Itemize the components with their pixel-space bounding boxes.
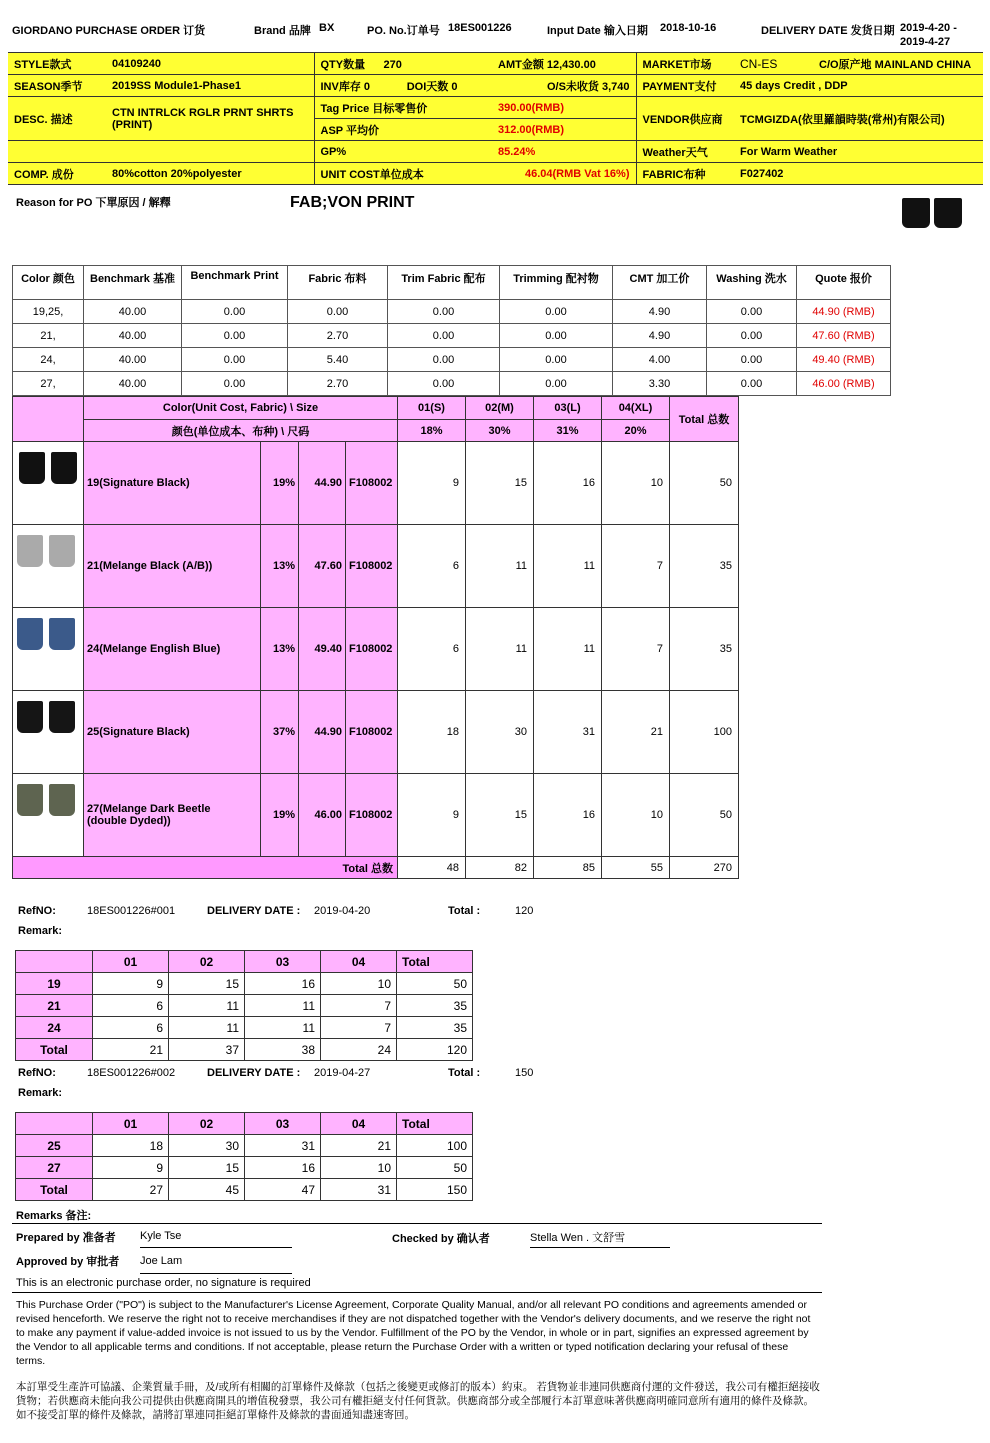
bench-head-trim-fabric: Trim Fabric 配布 xyxy=(388,266,500,300)
approved-value: Joe Lam xyxy=(140,1255,292,1274)
co-cell: C/O原产地 MAINLAND CHINA xyxy=(813,53,983,75)
ref2-delivery-label: DELIVERY DATE : xyxy=(207,1067,301,1079)
pct-l: 31% xyxy=(534,420,602,442)
ref2-remark: Remark: xyxy=(18,1087,63,1099)
ref1-table: 01 02 03 04 Total 19 9 15 16 10 50 21 6 11 11 7 35 24 6 11 11 7 35 Total 21 37 38 24 120 xyxy=(15,950,473,1061)
ref1-total-label: Total : xyxy=(448,905,481,917)
unit-cost-label: UNIT COST单位成本 xyxy=(314,163,492,185)
ref1-date: 2019-04-20 xyxy=(314,905,371,917)
color-25-image xyxy=(13,691,83,773)
table-row: 27(Melange Dark Beetle (double Dyded)) 19% 46.00 F108002 9 15 16 10 50 xyxy=(13,774,739,857)
reason-value: FAB;VON PRINT xyxy=(290,194,415,211)
input-date-label: Input Date 输入日期 xyxy=(547,25,648,37)
tag-label: Tag Price 目标零售价 xyxy=(314,97,492,119)
payment-label: PAYMENT支付 xyxy=(636,75,734,97)
table-row: 27, 40.00 0.00 2.70 0.00 0.00 3.30 0.00 46.00 (RMB) xyxy=(13,372,891,396)
ref2-total: 150 xyxy=(515,1067,534,1079)
ref1-total: 120 xyxy=(515,905,534,917)
table-row: 21, 40.00 0.00 2.70 0.00 0.00 4.90 0.00 47.60 (RMB) xyxy=(13,324,891,348)
fabric-value: F027402 xyxy=(734,163,983,185)
matrix-title: Color(Unit Cost, Fabric) \ Size xyxy=(84,397,398,420)
size-xl: 04(XL) xyxy=(602,397,670,420)
checked-value: Stella Wen . 文舒雪 xyxy=(530,1229,670,1248)
inv-value: 0 xyxy=(363,80,371,93)
desc-value: CTN INTRLCK RGLR PRNT SHRTS (PRINT) xyxy=(106,97,314,141)
style-info-table xyxy=(8,52,983,185)
bench-head-washing: Washing 洗水 xyxy=(707,266,797,300)
divider xyxy=(12,1223,822,1224)
checked-label: Checked by 确认者 xyxy=(392,1233,490,1245)
bench-head-trimming: Trimming 配衬物 xyxy=(500,266,613,300)
season-value: 2019SS Module1-Phase1 xyxy=(106,75,314,97)
bench-head-quote: Quote 报价 xyxy=(797,266,891,300)
ref1-remark: Remark: xyxy=(18,925,63,937)
table-row: 21 6 11 11 7 35 xyxy=(16,995,473,1017)
remarks-label: Remarks 备注: xyxy=(16,1210,92,1222)
color-19-image xyxy=(13,442,83,524)
fabric-label: FABRIC布种 xyxy=(636,163,734,185)
color-24-image xyxy=(13,608,83,690)
bench-head-print: Benchmark Print xyxy=(182,266,288,300)
amt-value: 12,430.00 xyxy=(546,58,596,71)
os-cell: O/S未收货 3,740 xyxy=(492,75,636,97)
ref2-label: RefNO: xyxy=(18,1067,56,1079)
ref2-total-label: Total : xyxy=(448,1067,481,1079)
pct-s: 18% xyxy=(398,420,466,442)
pct-m: 30% xyxy=(466,420,534,442)
qty-value: 270 xyxy=(383,58,402,71)
doi-value: 0 xyxy=(451,80,458,93)
prepared-value: Kyle Tse xyxy=(140,1230,292,1248)
market-value: CN-ES xyxy=(734,53,813,75)
table-row: 27 9 15 16 10 50 xyxy=(16,1157,473,1179)
color-27-image xyxy=(13,774,83,856)
bench-head-benchmark: Benchmark 基准 xyxy=(84,266,182,300)
tag-value: 390.00(RMB) xyxy=(492,97,636,119)
divider xyxy=(12,1292,822,1293)
delivery-date-label: DELIVERY DATE 发货日期 xyxy=(761,25,895,37)
asp-label: ASP 平均价 xyxy=(314,119,492,141)
table-row: 24, 40.00 0.00 5.40 0.00 0.00 4.00 0.00 49.40 (RMB) xyxy=(13,348,891,372)
table-row: 19,25, 40.00 0.00 0.00 0.00 0.00 4.90 0.00 44.90 (RMB) xyxy=(13,300,891,324)
blank-cell xyxy=(8,141,106,163)
weather-label: Weather天气 xyxy=(636,141,734,163)
size-matrix-table xyxy=(12,396,739,879)
terms-chinese: 本訂單受生產許可協議、企業質量手冊，及/或所有相關的訂單條件及條款（包括之後變更或修訂的版本）約束。 若貨物並非連同供應商付運的文件發送，我公司有權拒絕接收貨物；若供應商未能向我公司提供由供應商開具的增值稅發票，我公司有權拒絕支付任何貨款。供應商部分或全部履行本訂單意味著供應商明確同意所有適用的條件及條款。如不接受訂單的條件及條款，請將訂單連同拒絕訂單條件及條款的書面通知盡速寄回。 xyxy=(16,1381,820,1421)
ref1-label: RefNO: xyxy=(18,905,56,917)
inv-cell: INV库存 0 DOI天数 0 xyxy=(314,75,492,97)
table-row: 25(Signature Black) 37% 44.90 F108002 18 30 31 21 100 xyxy=(13,691,739,774)
style-value: 04109240 xyxy=(106,53,314,75)
os-value: 3,740 xyxy=(601,80,630,93)
table-row: 19(Signature Black) 19% 44.90 F108002 9 15 16 10 50 xyxy=(13,442,739,525)
co-value: MAINLAND CHINA xyxy=(874,58,972,71)
size-m: 02(M) xyxy=(466,397,534,420)
asp-value: 312.00(RMB) xyxy=(492,119,636,141)
product-thumbnail xyxy=(900,192,966,232)
table-row: 24 6 11 11 7 35 xyxy=(16,1017,473,1039)
terms-english: This Purchase Order ("PO") is subject to the Manufacturer's License Agreement, Corporate Quality Manual, and/or all relevant PO conditions and agreements amended or revised henceforth. We reserve the right not to receive merchandises if they are not dispatched together with the Vendor's delivery documents, and we reserve the right not to make any payment if value-added invoice is not issued to us by the Vendor. Fulfillment of the PO by the Vendor, in whole or in part, signifies an expressed agreement by the Vendor to all applicable terms and conditions. If not acceptable, please return the Purchase Order with a written or typed notification declaring your refusal of these terms. xyxy=(16,1299,811,1367)
size-s: 01(S) xyxy=(398,397,466,420)
ref1-delivery-label: DELIVERY DATE : xyxy=(207,905,301,917)
total-header: Total 总数 xyxy=(670,397,739,442)
vendor-label: VENDOR供应商 xyxy=(636,97,734,141)
table-row: 19 9 15 16 10 50 xyxy=(16,973,473,995)
po-label: PO. No.订单号 xyxy=(367,25,440,37)
gp-value: 85.24% xyxy=(492,141,636,163)
size-l: 03(L) xyxy=(534,397,602,420)
comp-value: 80%cotton 20%polyester xyxy=(106,163,314,185)
ref2-number: 18ES001226#002 xyxy=(87,1067,176,1079)
company-title: GIORDANO PURCHASE ORDER 订货 xyxy=(12,25,206,37)
bench-head-cmt: CMT 加工价 xyxy=(613,266,707,300)
pct-xl: 20% xyxy=(602,420,670,442)
table-row: Total 27 45 47 31 150 xyxy=(16,1179,473,1201)
po-number: 18ES001226 xyxy=(448,22,512,34)
ref2-table: 01 02 03 04 Total 25 18 30 31 21 100 27 9 15 16 10 50 Total 27 45 47 31 150 xyxy=(15,1112,473,1201)
benchmark-table xyxy=(12,265,891,396)
vendor-value: TCMGIZDA(依里羅韻時裝(常州)有限公司) xyxy=(734,97,983,141)
qty-cell: QTY数量 270 xyxy=(314,53,492,75)
style-label: STYLE款式 xyxy=(8,53,106,75)
weather-value: For Warm Weather xyxy=(734,141,983,163)
ref2-date: 2019-04-27 xyxy=(314,1067,371,1079)
amt-cell: AMT金额 12,430.00 xyxy=(492,53,636,75)
gp-label: GP% xyxy=(314,141,492,163)
desc-label: DESC. 描述 xyxy=(8,97,106,141)
delivery-date-end: 2019-4-27 xyxy=(900,36,951,48)
input-date: 2018-10-16 xyxy=(660,22,717,34)
po-header xyxy=(12,20,982,50)
table-row: Total 21 37 38 24 120 xyxy=(16,1039,473,1061)
season-label: SEASON季节 xyxy=(8,75,106,97)
brand-value: BX xyxy=(319,22,335,34)
electronic-note: This is an electronic purchase order, no signature is required xyxy=(16,1277,311,1289)
market-label: MARKET市场 xyxy=(636,53,734,75)
color-21-image xyxy=(13,525,83,607)
table-row: 25 18 30 31 21 100 xyxy=(16,1135,473,1157)
delivery-date-start: 2019-4-20 - xyxy=(900,22,957,34)
prepared-label: Prepared by 准备者 xyxy=(16,1232,116,1244)
approved-label: Approved by 审批者 xyxy=(16,1256,120,1268)
matrix-title-cn: 颜色(单位成本、布种) \ 尺码 xyxy=(84,420,398,442)
payment-value: 45 days Credit , DDP xyxy=(734,75,983,97)
table-row: 24(Melange English Blue) 13% 49.40 F108002 6 11 11 7 35 xyxy=(13,608,739,691)
ref1-number: 18ES001226#001 xyxy=(87,905,176,917)
comp-label: COMP. 成份 xyxy=(8,163,106,185)
matrix-total-row: Total 总数 48 82 85 55 270 xyxy=(13,857,739,879)
unit-cost-value: 46.04(RMB Vat 16%) xyxy=(492,163,636,185)
reason-label: Reason for PO 下單原因 / 解釋 xyxy=(16,197,171,209)
table-row: 21(Melange Black (A/B)) 13% 47.60 F108002 6 11 11 7 35 xyxy=(13,525,739,608)
bench-head-fabric: Fabric 布料 xyxy=(288,266,388,300)
bench-head-color: Color 颜色 xyxy=(13,266,84,300)
brand-label: Brand 品牌 xyxy=(254,25,311,37)
